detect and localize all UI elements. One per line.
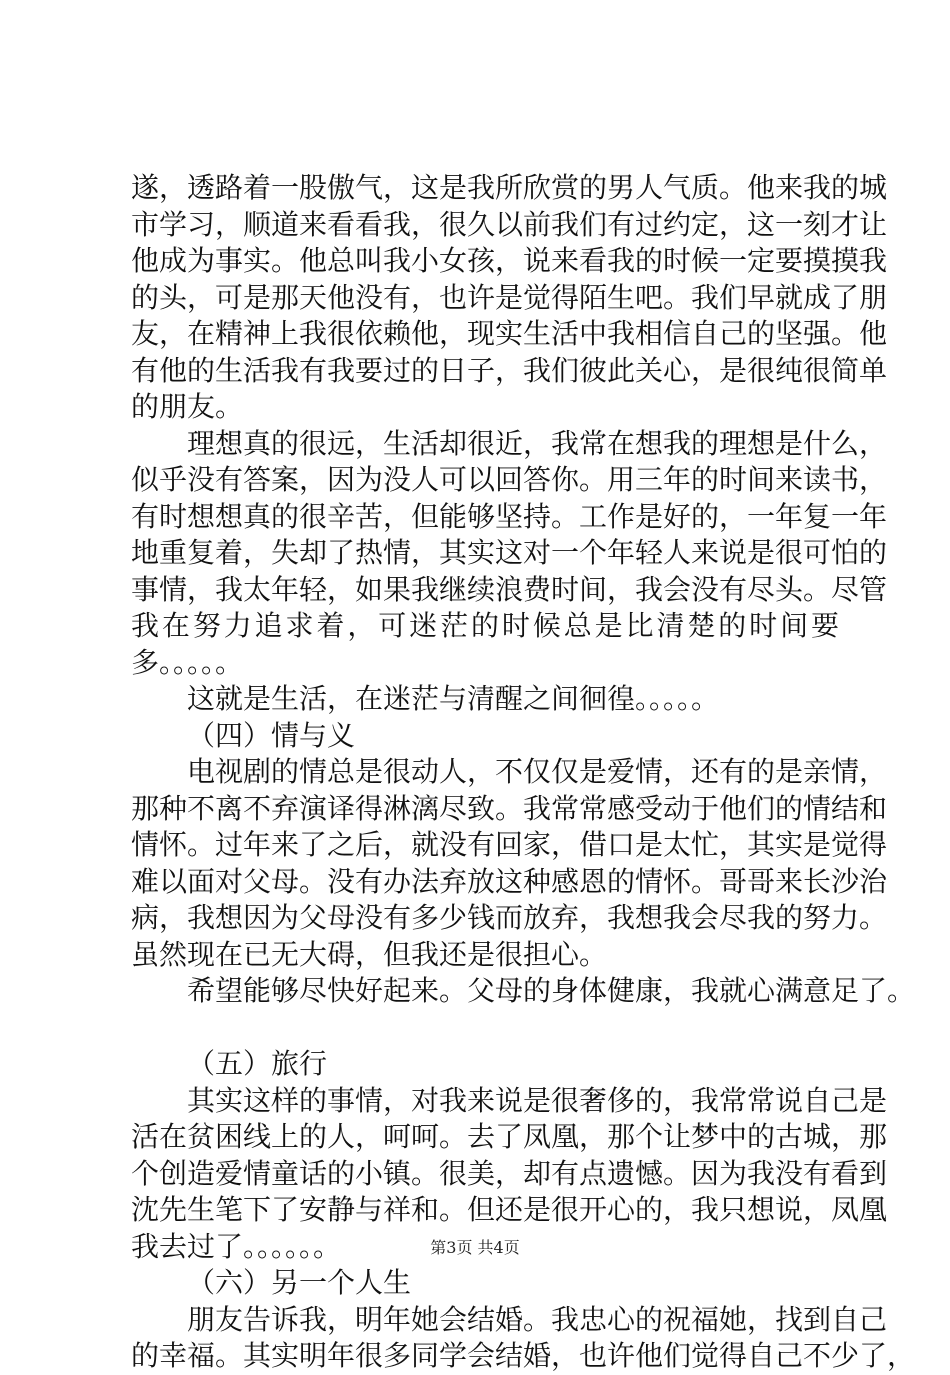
- text-line: 那种不离不弃演译得淋漓尽致。我常常感受动于他们的情结和: [131, 791, 888, 825]
- text-line: 有他的生活我有我要过的日子，我们彼此关心，是很纯很简单: [131, 353, 888, 387]
- text-line: 友，在精神上我很依赖他，现实生活中我相信自己的坚强。他: [131, 317, 888, 350]
- text-line: 似乎没有答案，因为没人可以回答你。用三年的时间来读书，: [131, 463, 888, 496]
- text-line: 病，我想因为父母没有多少钱而放弃，我想我会尽我的努力。: [131, 901, 888, 934]
- text-line: 情怀。过年来了之后，就没有回家，借口是太忙，其实是觉得: [131, 828, 888, 861]
- text-line: 的幸福。其实明年很多同学会结婚，也许他们觉得自己不少了，: [131, 1339, 916, 1372]
- text-line: 沈先生笔下了安静与祥和。但还是很开心的，我只想说，凤凰: [131, 1193, 888, 1226]
- text-line: 理想真的很远，生活却很近，我常在想我的理想是什么，: [187, 426, 888, 460]
- text-line: 我在努力追求着，可迷茫的时候总是比清楚的时间要: [131, 609, 839, 642]
- section-heading: （五）旅行: [187, 1047, 328, 1080]
- text-line: 事情，我太年轻，如果我继续浪费时间，我会没有尽头。尽管: [131, 572, 888, 606]
- text-line: 其实这样的事情，对我来说是很奢侈的，我常常说自己是: [187, 1083, 888, 1117]
- text-line: 希望能够尽快好起来。父母的身体健康，我就心满意足了。: [187, 974, 916, 1007]
- section-heading: （四）情与义: [187, 718, 356, 752]
- text-line: 的朋友。: [131, 390, 244, 423]
- text-line: 多。。。。。: [131, 645, 244, 679]
- text-line: 虽然现在已无大碍，但我还是很担心。: [131, 937, 608, 971]
- text-line: 的头，可是那天他没有，也许是觉得陌生吧。我们早就成了朋: [131, 280, 888, 314]
- document-body: [131, 170, 916, 1375]
- text-line: 朋友告诉我，明年她会结婚。我忠心的祝福她，找到自己: [187, 1302, 888, 1336]
- text-line: 个创造爱情童话的小镇。很美，却有点遗憾。因为我没有看到: [131, 1156, 888, 1190]
- text-line: 他成为事实。他总叫我小女孩，说来看我的时候一定要摸摸我: [131, 244, 888, 277]
- text-line: 我去过了。。。。。。: [131, 1229, 342, 1263]
- text-line: 市学习，顺道来看看我，很久以前我们有过约定，这一刻才让: [131, 207, 888, 241]
- text-line: 遂，透路着一股傲气，这是我所欣赏的男人气质。他来我的城: [131, 171, 888, 204]
- text-line: 有时想想真的很辛苦，但能够坚持。工作是好的，一年复一年: [131, 499, 888, 533]
- text-line: 电视剧的情总是很动人，不仅仅是爱情，还有的是亲情，: [187, 755, 888, 788]
- page-footer: 第3页 共4页: [430, 1238, 520, 1257]
- text-line: 难以面对父母。没有办法弃放这种感恩的情怀。哥哥来长沙治: [131, 864, 888, 898]
- blank-line: [131, 1010, 839, 1047]
- section-heading: （六）另一个人生: [187, 1266, 412, 1299]
- text-line: 这就是生活，在迷茫与清醒之间徊徨。。。。。: [187, 682, 720, 715]
- text-line: 地重复着，失却了热情，其实这对一个年轻人来说是很可怕的: [131, 536, 888, 569]
- text-line: 活在贫困线上的人，呵呵。去了凤凰，那个让梦中的古城，那: [131, 1120, 888, 1153]
